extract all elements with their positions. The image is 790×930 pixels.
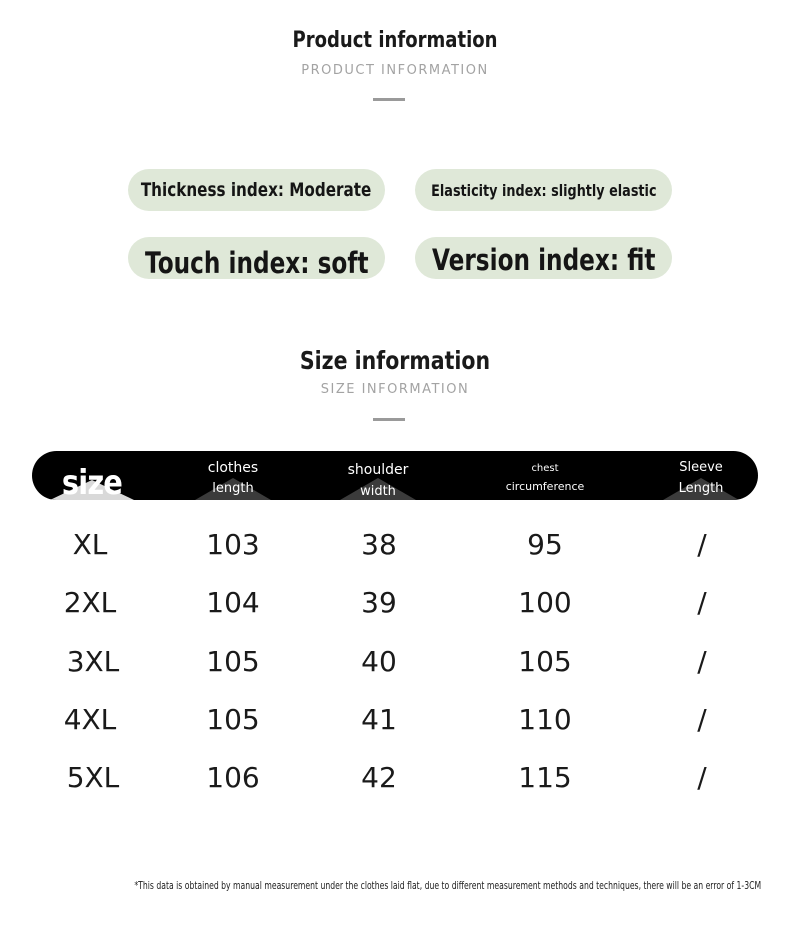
table-row (0, 528, 790, 568)
elasticity-index-pill (415, 169, 672, 211)
elasticity-index-text: Elasticity index: slightly elastic (430, 180, 657, 200)
table-row (0, 586, 790, 626)
cell-size: 5XL (66, 761, 120, 794)
cell-chest: 100 (518, 586, 572, 619)
cell-length: 105 (206, 703, 260, 736)
header-shoulder-width (328, 451, 428, 500)
size-info-divider (373, 418, 405, 421)
cell-length: 105 (206, 645, 260, 678)
cell-shoulder: 39 (361, 586, 397, 619)
cell-chest: 95 (527, 528, 563, 561)
header-sleeve-length (651, 451, 751, 500)
measurement-footnote (0, 879, 790, 892)
size-info-title: Size information (299, 346, 491, 375)
cell-size: XL (72, 528, 108, 561)
cell-length: 106 (206, 761, 260, 794)
product-info-subtitle: PRODUCT INFORMATION (301, 63, 489, 78)
cell-chest: 110 (518, 703, 572, 736)
cell-sleeve: / (697, 761, 707, 794)
product-info-title: Product information (292, 28, 498, 53)
header-shoulder-line1: shoulder (347, 462, 409, 478)
header-size-label: size (61, 463, 123, 500)
cell-size: 4XL (63, 703, 117, 736)
touch-index-text: Touch index: soft (144, 246, 369, 279)
cell-chest: 105 (518, 645, 572, 678)
touch-index-pill (128, 237, 385, 279)
cell-sleeve: / (697, 703, 707, 736)
header-shoulder-line2: width (360, 484, 396, 499)
cell-shoulder: 41 (361, 703, 397, 736)
cell-sleeve: / (697, 586, 707, 619)
version-index-text: Version index: fit (431, 243, 656, 277)
header-sleeve-line2: Length (678, 481, 724, 496)
header-chest-line2: circumference (505, 480, 585, 493)
header-length-line1: clothes (207, 460, 259, 476)
version-index-pill (415, 237, 672, 279)
thickness-index-text: Thickness index: Moderate (141, 179, 372, 201)
table-row (0, 645, 790, 685)
cell-shoulder: 42 (361, 761, 397, 794)
size-table-header (32, 451, 758, 500)
cell-length: 103 (206, 528, 260, 561)
header-sleeve-line1: Sleeve (679, 460, 723, 475)
cell-shoulder: 38 (361, 528, 397, 561)
table-row (0, 761, 790, 801)
table-row (0, 703, 790, 743)
product-info-divider (373, 98, 405, 101)
size-info-subtitle: SIZE INFORMATION (320, 382, 470, 397)
header-size (42, 451, 142, 500)
cell-sleeve: / (697, 528, 707, 561)
cell-length: 104 (206, 586, 260, 619)
cell-shoulder: 40 (361, 645, 397, 678)
footnote-text: *This data is obtained by manual measurement under the clothes laid flat, due to different measurement methods and techniques, there will be an error of 1-3CM (134, 879, 762, 892)
cell-chest: 115 (518, 761, 572, 794)
cell-size: 2XL (63, 586, 117, 619)
header-chest-circumference (485, 451, 605, 500)
cell-sleeve: / (697, 645, 707, 678)
header-clothes-length (183, 451, 283, 500)
thickness-index-pill (128, 169, 385, 211)
cell-size: 3XL (66, 645, 120, 678)
header-chest-line1: chest (531, 463, 559, 474)
header-length-line2: length (212, 481, 254, 496)
